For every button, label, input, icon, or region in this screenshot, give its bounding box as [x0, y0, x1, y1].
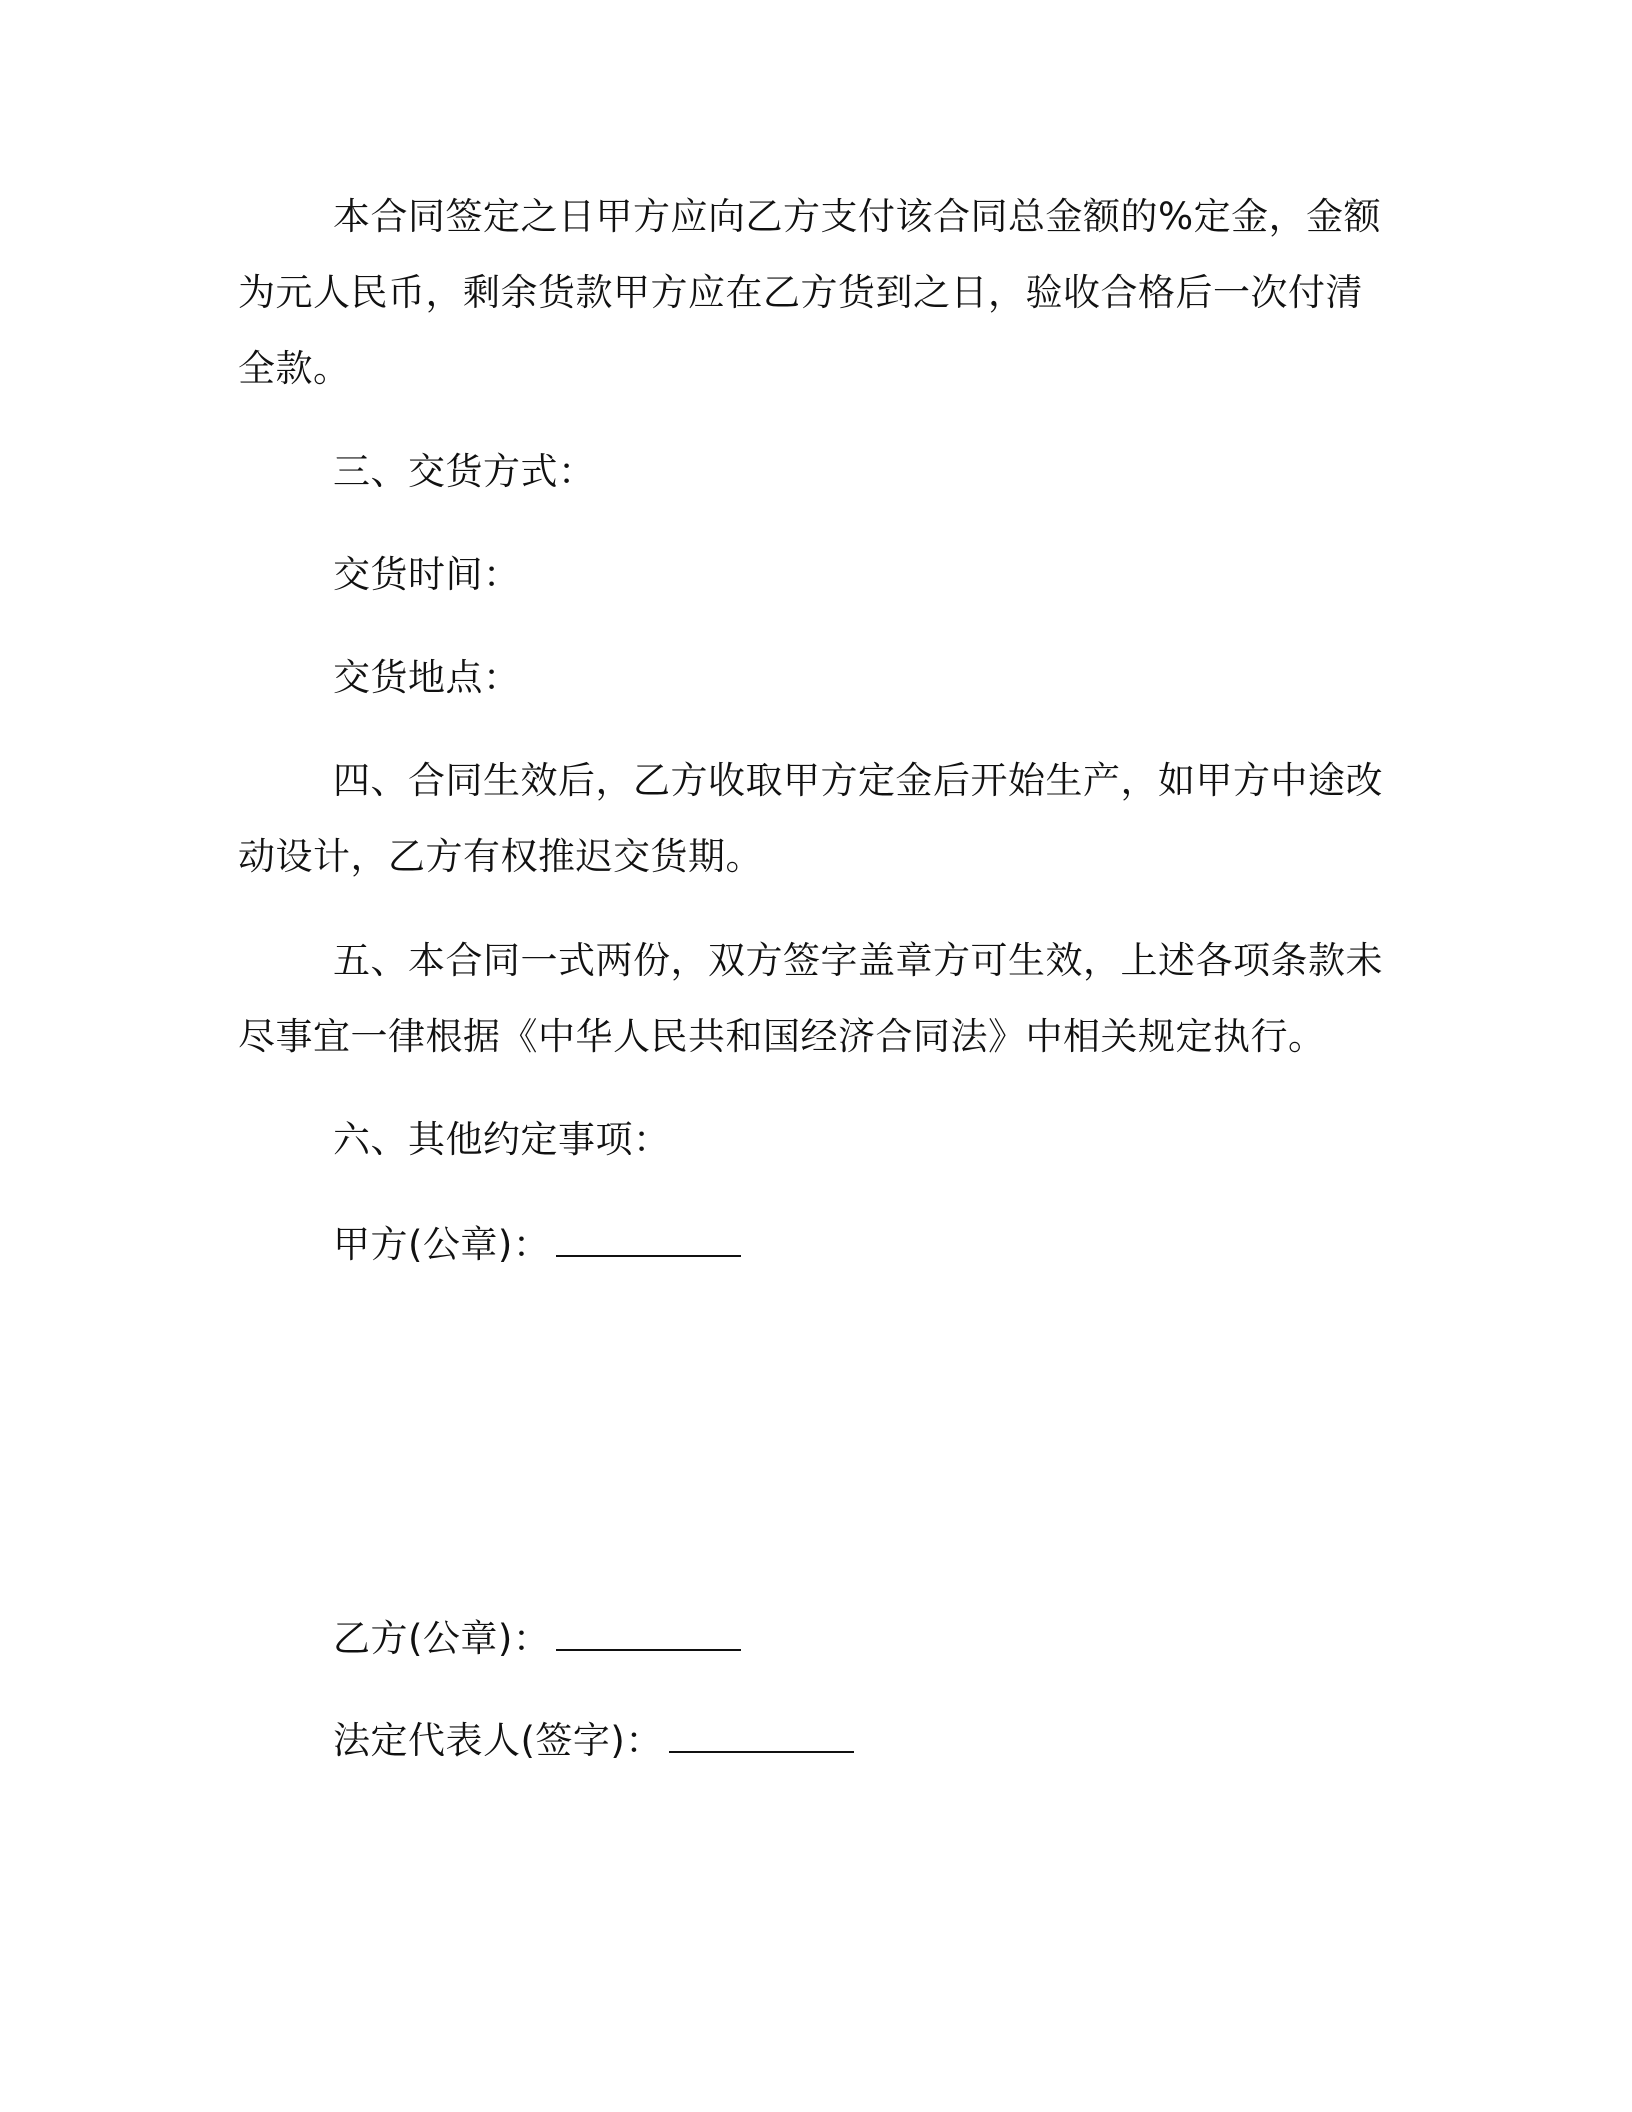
delivery-time-label: 交货时间： — [333, 553, 521, 596]
section-four-line-1: 四、合同生效后，乙方收取甲方定金后开始生产，如甲方中途改 — [333, 759, 1383, 802]
legal-rep-blank — [669, 1715, 854, 1753]
delivery-method-heading: 三、交货方式： — [333, 450, 596, 493]
party-b-blank — [556, 1613, 741, 1651]
party-a-blank — [556, 1219, 741, 1257]
legal-rep-label: 法定代表人(签字)： — [333, 1719, 663, 1762]
party-a-label: 甲方(公章)： — [333, 1223, 551, 1266]
deposit-paragraph-line-2: 为元人民币，剩余货款甲方应在乙方货到之日，验收合格后一次付清 — [238, 271, 1363, 314]
delivery-place-label: 交货地点： — [333, 656, 521, 699]
section-five-line-1: 五、本合同一式两份，双方签字盖章方可生效，上述各项条款未 — [333, 939, 1383, 982]
section-five-line-2: 尽事宜一律根据《中华人民共和国经济合同法》中相关规定执行。 — [238, 1015, 1326, 1058]
party-b-signature-line — [333, 1613, 741, 1663]
legal-rep-signature-line — [333, 1715, 854, 1765]
party-a-signature-line — [333, 1219, 741, 1269]
section-four-line-2: 动设计，乙方有权推迟交货期。 — [238, 835, 763, 878]
deposit-paragraph-line-1: 本合同签定之日甲方应向乙方支付该合同总金额的%定金，金额 — [333, 195, 1382, 238]
section-six-heading: 六、其他约定事项： — [333, 1118, 671, 1161]
party-b-label: 乙方(公章)： — [333, 1617, 551, 1660]
deposit-paragraph-line-3: 全款。 — [238, 347, 351, 390]
